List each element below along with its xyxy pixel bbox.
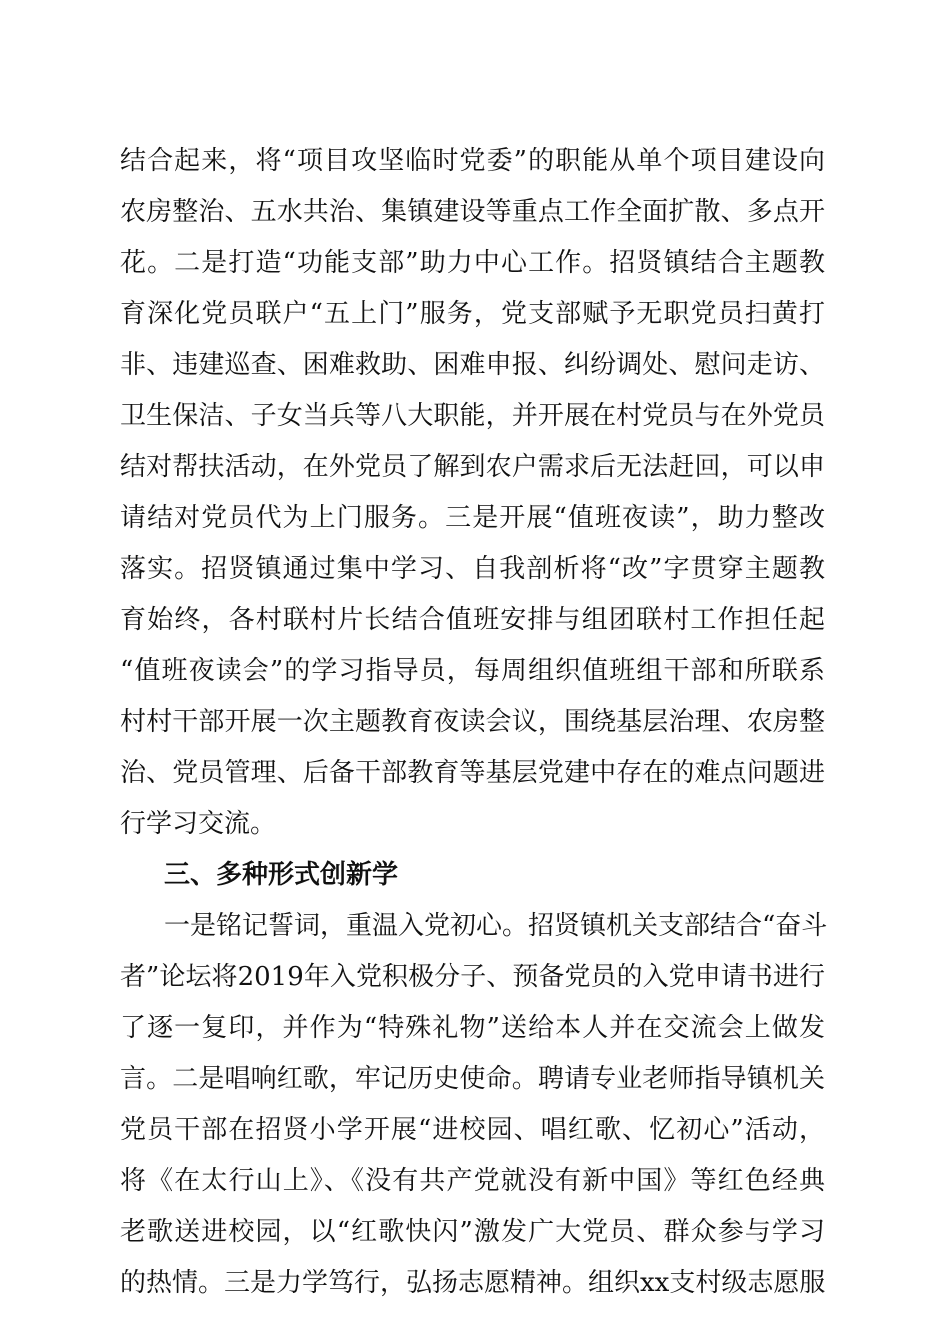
paragraph-line: 请结对党员代为上门服务。三是开展“值班夜读”，助力整改 bbox=[120, 503, 825, 533]
paragraph-line: 农房整治、五水共治、集镇建设等重点工作全面扩散、多点开 bbox=[120, 197, 825, 227]
paragraph-line: 言。二是唱响红歌，牢记历史使命。聘请专业老师指导镇机关 bbox=[120, 1064, 825, 1094]
paragraph-line: 者”论坛将2019年入党积极分子、预备党员的入党申请书进行 bbox=[120, 962, 825, 992]
paragraph-line: 村村干部开展一次主题教育夜读会议，围绕基层治理、农房整 bbox=[120, 707, 825, 737]
paragraph-line: 老歌送进校园，以“红歌快闪”激发广大党员、群众参与学习 bbox=[120, 1217, 825, 1247]
paragraph-line: 将《在太行山上》、《没有共产党就没有新中国》等红色经典 bbox=[120, 1166, 825, 1196]
paragraph-line: 治、党员管理、后备干部教育等基层党建中存在的难点问题进 bbox=[120, 758, 825, 788]
section-heading: 三、多种形式创新学 bbox=[164, 860, 399, 890]
paragraph-line: 非、违建巡查、困难救助、困难申报、纠纷调处、慰问走访、 bbox=[120, 350, 825, 380]
paragraph-line: 一是铭记誓词，重温入党初心。招贤镇机关支部结合“奋斗 bbox=[164, 911, 828, 941]
paragraph-line: 结合起来，将“项目攻坚临时党委”的职能从单个项目建设向 bbox=[120, 146, 825, 176]
paragraph-line: 行学习交流。 bbox=[120, 809, 277, 839]
paragraph-line: 了逐一复印，并作为“特殊礼物”送给本人并在交流会上做发 bbox=[120, 1013, 825, 1043]
paragraph-line: 育始终，各村联村片长结合值班安排与组团联村工作担任起 bbox=[120, 605, 825, 635]
paragraph-line: 落实。招贤镇通过集中学习、自我剖析将“改”字贯穿主题教 bbox=[120, 554, 825, 584]
paragraph-line: 花。二是打造“功能支部”助力中心工作。招贤镇结合主题教 bbox=[120, 248, 825, 278]
paragraph-line: 党员干部在招贤小学开展“进校园、唱红歌、忆初心”活动， bbox=[120, 1115, 825, 1145]
paragraph-line: 结对帮扶活动，在外党员了解到农户需求后无法赶回，可以申 bbox=[120, 452, 825, 482]
paragraph-line: 育深化党员联户“五上门”服务，党支部赋予无职党员扫黄打 bbox=[120, 299, 825, 329]
paragraph-line: “值班夜读会”的学习指导员，每周组织值班组干部和所联系 bbox=[120, 656, 825, 686]
paragraph-line: 的热情。三是力学笃行，弘扬志愿精神。组织xx支村级志愿服 bbox=[120, 1268, 826, 1298]
paragraph-line: 卫生保洁、子女当兵等八大职能，并开展在村党员与在外党员 bbox=[120, 401, 825, 431]
